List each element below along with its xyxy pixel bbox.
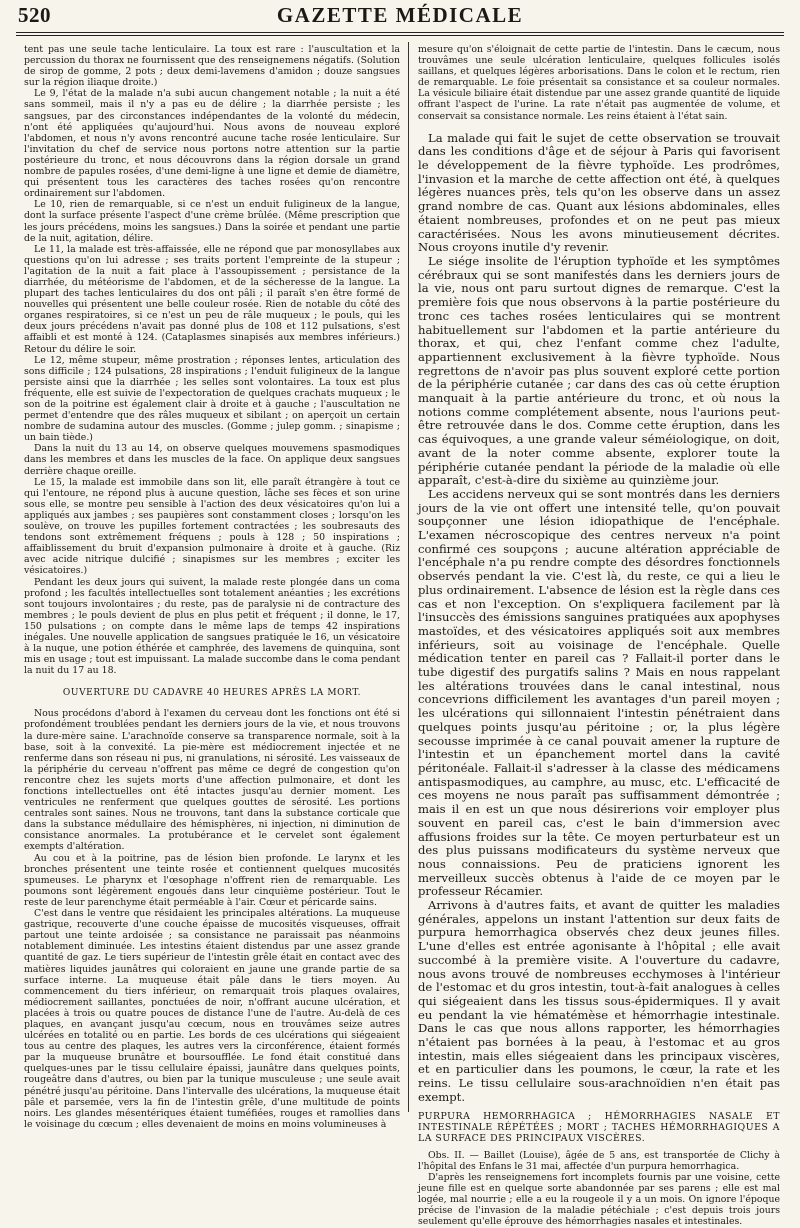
left-column: [24, 44, 400, 1144]
paragraph: Le 12, même stupeur, même prostration ; réponses lentes, articulation des sons difficile ; 124 pulsations, 28 inspirations ; l'enduit fuligineux de la langue persiste ainsi que la diarrhée ; les selles sont volontaires. La toux est plus fréquente, elle est suivie de l'expectoration de quelques crachats muqueux ; le son de la poitrine est également clair à droite et à gauche ; l'auscultation ne permet d'entendre que des râles muqueux et sibilant ; on aperçoit un certain nombre de sudamina autour des muscles. (Gomme ; julep gomm. ; sinapisme ; un bain tiède.): [24, 354, 400, 444]
paragraph: Au cou et à la poitrine, pas de lésion bien profonde. Le larynx et les bronches présentent une teinte rosée et contiennent quelques mucosités spumeuses. Le pharynx et l'œsophage n'offrent rien de remarquable. Les poumons sont légèrement engoués dans leur cinquième postérieur. Tout le reste de leur parenchyme était perméable à l'air. Cœur et péricarde sains.: [24, 852, 400, 908]
paragraph: Pendant les deux jours qui suivent, la malade reste plongée dans un coma profond ; les facultés intellectuelles sont totalement anéanties ; les excrétions sont toujours involontaires ; du reste, pas de paralysie ni de contracture des membres ; le pouls devient de plus en plus petit et fréquent ; il donne, le 17, 150 pulsations ; on compte dans le même laps de temps 42 inspirations inégales. Une nouvelle application de sangsues pratiquée le 16, un vésicatoire à la nuque, une potion éthérée et camphrée, des lavemens de quinquina, sont mis en usage ; tout est impuissant. La malade succombe dans le coma pendant la nuit du 17 au 18.: [24, 576, 400, 677]
column-divider: [408, 42, 409, 1112]
commentary: [418, 132, 780, 1105]
paragraph: Obs. II. — Baillet (Louise), âgée de 5 ans, est transportée de Clichy à l'hôpital des Enfans le 31 mai, affectée d'un purpura hemorrhagica.: [418, 1149, 780, 1172]
paragraph: Le 15, la malade est immobile dans son lit, elle paraît étrangère à tout ce qui l'entoure, ne répond plus à aucune question, lâche ses fèces et son urine sous elle, se montre peu sensible à l'action des deux vésicatoires qu'on lui a appliqués aux jambes ; ses paupières sont constamment closes ; lorsqu'on les soulève, on trouve les pupilles fortement contractées ; les soubresauts des tendons sont extrêmement fréquens ; pouls à 128 ; 50 inspirations ; affaiblissement du bruit d'expansion pulmonaire à droite et à gauche. (Riz avec acide nitrique dulcifié ; sinapismes sur les membres ; exciter les vésicatoires.): [24, 476, 400, 577]
section-title: PURPURA HEMORRHAGICA ; HÉMORRHAGIES NASALE ET INTESTINALE RÉPÉTÉES ; MORT ; TACHES HÉMORRHAGIQUES A LA SURFACE DES PRINCIPAUX VISCÈRES.: [418, 1110, 780, 1144]
newspaper-page: [16, 0, 784, 1228]
paragraph: Dans la nuit du 13 au 14, on observe quelques mouvemens spasmodiques dans les membres et dans les muscles de la face. On applique deux sangsues derrière chaque oreille.: [24, 443, 400, 477]
journal-title: GAZETTE MÉDICALE: [276, 3, 524, 27]
paragraph: La malade qui fait le sujet de cette observation se trouvait dans les conditions d'âge et de séjour à Paris qui favorisent le développement de la fièvre typhoïde. Les prodrômes, l'invasion et la marche de cette affection ont été, à quelques légères nuances près, tels qu'on les observe dans un assez grand nombre de cas. Quant aux lésions abdominales, elles étaient nombreuses, profondes et on ne peut pas mieux caractérisées. Nous les avons minutieusement décrites. Nous croyons inutile d'y revenir.: [418, 130, 780, 255]
paragraph: C'est dans le ventre que résidaient les principales altérations. La muqueuse gastrique, recouverte d'une couche épaisse de mucosités visqueuses, offrait partout une teinte ardoisée ; sa consistance ne paraissait pas néanmoins notablement diminuée. Les intestins étaient distendus par une assez grande quantité de gaz. Le tiers supérieur de l'intestin grêle était en contact avec des matières liquides jaunâtres qui coloraient en jaune une grande partie de sa surface interne. La muqueuse était pâle dans le tiers moyen. Au commencement du tiers inférieur, on remarquait trois plaques ovalaires, médiocrement saillantes, ponctuées de noir, n'offrant aucune ulcération, et placées à trois ou quatre pouces de distance l'une de l'autre. Au-delà de ces plaques, en avançant jusqu'au cœcum, nous en trouvâmes seize autres ulcérées en totalité ou en partie. Les bords de ces ulcérations qui siégeaient tous au centre des plaques, les autres vers la circonférence, étaient formés par la muqueuse brunâtre et boursoufflée. Le fond était constitué dans quelques-unes par le tissu cellulaire épaissi, jaunâtre dans quelques points, rougeâtre dans d'autres, ou bien par la tunique musculeuse ; une seule avait pénétré jusqu'au péritoine. Dans l'intervalle des ulcérations, la muqueuse était pâle et parsemée, vers la fin de l'intestin grêle, d'une multitude de points noirs. Les glandes mésentériques étaient tuméfiées, rouges et ramollies dans le voisinage du cœcum ; elles devenaient de moins en moins volumineuses à: [24, 908, 400, 1130]
paragraph: Arrivons à d'autres faits, et avant de quitter les maladies générales, appelons un instant l'attention sur deux faits de purpura hemorrhagica observés chez deux jeunes filles. L'une d'elles est entrée agonisante à l'hôpital ; elle avait succombé à la première visite. A l'ouverture du cadavre, nous avons trouvé de nombreuses ecchymoses à l'intérieur de l'estomac et du gros intestin, tout-à-fait analogues à celles qui siégeaient dans les tissus sous-épidermiques. Il y avait eu pendant la vie hématémèse et hémorrhagie intestinale. Dans le cas que nous allons rapporter, les hémorrhagies n'étaient pas bornées à la peau, à l'estomac et au gros intestin, mais elles siégeaient dans les principaux viscères, et en particulier dans les poumons, le cœur, la rate et les reins. Le tissu cellulaire sous-arachnoïdien n'en était pas exempt.: [418, 898, 780, 1104]
header-rule: [16, 32, 784, 36]
paragraph: tent pas une seule tache lenticulaire. La toux est rare : l'auscultation et la percussion du thorax ne fournissent que des renseignemens négatifs. (Solution de sirop de gomme, 2 pots ; deux demi-lavemens d'amidon ; douze sangsues sur la région iliaque droite.): [24, 44, 400, 89]
page-header: [16, 2, 784, 42]
paragraph: Le 10, rien de remarquable, si ce n'est un enduit fuligineux de la langue, dont la surface présente l'aspect d'une crème brûlée. (Même prescription que les jours précédens, moins les sangsues.) Dans la soirée et pendant une partie de la nuit, agitation, délire.: [24, 199, 400, 244]
page-number: 520: [18, 3, 51, 27]
right-column: [418, 44, 780, 1228]
paragraph: D'après les renseignemens fort incomplets fournis par une voisine, cette jeune fille est en quelque sorte abandonnée par ses parens ; elle est mal logée, mal nourrie ; elle a eu la rougeole il y a un mois. On ignore l'époque précise de l'invasion de la maladie pétéchiale ; c'est depuis trois jours seulement qu'elle éprouve des hémorrhagies nasales et intestinales.: [418, 1172, 780, 1228]
paragraph: Le 9, l'état de la malade n'a subi aucun changement notable ; la nuit a été sans sommeil, mais il n'y a pas eu de délire ; la diarrhée persiste ; les sangsues, par des circonstances indépendantes de la volonté du médecin, n'ont été appliquées qu'aujourd'hui. Nous avons de nouveau exploré l'abdomen, et nous n'y avons rencontré aucune tache rosée lenticulaire. Sur l'invitation du chef de service nous portons notre attention sur la partie postérieure du tronc, et nous découvrons dans la région dorsale un grand nombre de papules rosées, d'une demi-ligne à une ligne et demie de diamètre, qui présentent tous les caractères des taches rosées qu'on rencontre ordinairement sur l'abdomen.: [24, 88, 400, 200]
paragraph: Le siége insolite de l'éruption typhoïde et les symptômes cérébraux qui se sont manifestés dans les derniers jours de la vie, nous ont paru surtout dignes de remarque. C'est la première fois que nous observons à la partie postérieure du tronc ces taches rosées lenticulaires qui se montrent habituellement sur l'abdomen et la partie antérieure du thorax, et qui, chez l'enfant comme chez l'adulte, appartiennent exclusivement à la fièvre typhoïde. Nous regrettons de n'avoir pas plus souvent exploré cette portion de la périphérie cutanée ; car dans des cas où cette éruption manquait à la partie antérieure du tronc, et où nous la notions comme complétement absente, nous l'aurions peut-être retrouvée dans le dos. Comme cette éruption, dans les cas équivoques, a une grande valeur séméiologique, on doit, avant de la noter comme absente, explorer toute la périphérie cutanée pendant la période de la maladie où elle apparaît, c'est-à-dire du sixième au quinzième jour.: [418, 253, 780, 488]
paragraph: Les accidens nerveux qui se sont montrés dans les derniers jours de la vie ont offert une intensité telle, qu'on pouvait soupçonner une lésion idiopathique de l'encéphale. L'examen nécroscopique des centres nerveux n'a point confirmé ces soupçons ; aucune altération appréciable de l'encéphale n'a pu rendre compte des désordres fonctionnels observés pendant la vie. C'est là, du reste, ce qui a lieu le plus ordinairement. L'absence de lésion est la règle dans ces cas et non l'exception. On s'expliquera facilement par là l'insuccès des émissions sanguines pratiquées aux apophyses mastoïdes, et des vésicatoires appliqués soit aux membres inférieurs, soit au voisinage de l'encéphale. Quelle médication tenter en pareil cas ? Fallait-il porter dans le tube digestif des purgatifs salins ? Mais en nous rappelant les altérations trouvées dans le canal intestinal, nous concevrions difficilement les avantages d'un pareil moyen ; les ulcérations qui sillonnaient l'intestin pénétraient dans quelques points jusqu'au péritoine ; or, la plus légère secousse imprimée à ce canal pouvait amener la rupture de l'intestin et un épanchement mortel dans la cavité péritonéale. Fallait-il s'adresser à la classe des médicamens antispasmodiques, au camphre, au musc, etc. L'efficacité de ces moyens ne nous paraît pas suffisamment démontrée ; mais il en est un que nous désirerions voir employer plus souvent en pareil cas, c'est le bain d'immersion avec affusions froides sur la tête. Ce moyen perturbateur est un des plus puissans modificateurs du système nerveux que nous connaissions. Peu de praticiens ignorent les merveilleux succès obtenus à l'aide de ce moyen par le professeur Récamier.: [418, 486, 780, 899]
paragraph: Le 11, la malade est très-affaissée, elle ne répond que par monosyllabes aux questions qu'on lui adresse ; ses traits portent l'empreinte de la stupeur ; l'agitation de la nuit a fait place à l'assoupissement ; persistance de la diarrhée, du météorisme de l'abdomen, et de la sécheresse de la langue. La plupart des taches lenticulaires du dos ont pâli ; il paraît s'en être formé de nouvelles qui présentent une belle couleur rosée. Rien de notable du côté des organes respiratoires, si ce n'est un peu de râle muqueux ; le pouls, qui les deux jours précédens n'avait pas donné plus de 108 et 112 pulsations, s'est affaibli et est monté à 124. (Cataplasmes sinapisés aux membres inférieurs.) Retour du délire le soir.: [24, 243, 400, 355]
observation: [418, 1150, 780, 1228]
paragraph: mesure qu'on s'éloignait de cette partie de l'intestin. Dans le cæcum, nous trouvâmes une seule ulcération lenticulaire, quelques follicules isolés saillans, et quelques légères arborisations. Dans le colon et le rectum, rien de remarquable. Le foie présentait sa consistance et sa couleur normales. La vésicule biliaire était distendue par une assez grande quantité de liquide offrant l'aspect de l'urine. La rate n'était pas augmentée de volume, et conservait sa consistance normale. Les reins étaient à l'état sain.: [418, 44, 780, 122]
paragraph: Nous procédons d'abord à l'examen du cerveau dont les fonctions ont été si profondément troublées pendant les derniers jours de la vie, et nous trouvons la dure-mère saine. L'arachnoïde conserve sa transparence normale, soit à la base, soit à la convexité. La pie-mère est médiocrement injectée et ne renferme dans son réseau ni pus, ni granulations, ni sérosité. Les vaisseaux de la périphérie du cerveau n'offrent pas même ce degré de congestion qu'on rencontre chez les sujets morts d'une affection pulmonaire, et dont les fonctions intellectuelles ont été intactes jusqu'au dernier moment. Les ventricules ne renferment que quelques gouttes de sérosité. Les portions centrales sont saines. Nous ne trouvons, tant dans la substance corticale que dans la substance médullaire des hémisphères, ni injection, ni diminution de consistance anormales. La protubérance et le cervelet sont également exempts d'altération.: [24, 708, 400, 853]
autopsy-heading: OUVERTURE DU CADAVRE 40 HEURES APRÈS LA MORT.: [62, 688, 362, 699]
